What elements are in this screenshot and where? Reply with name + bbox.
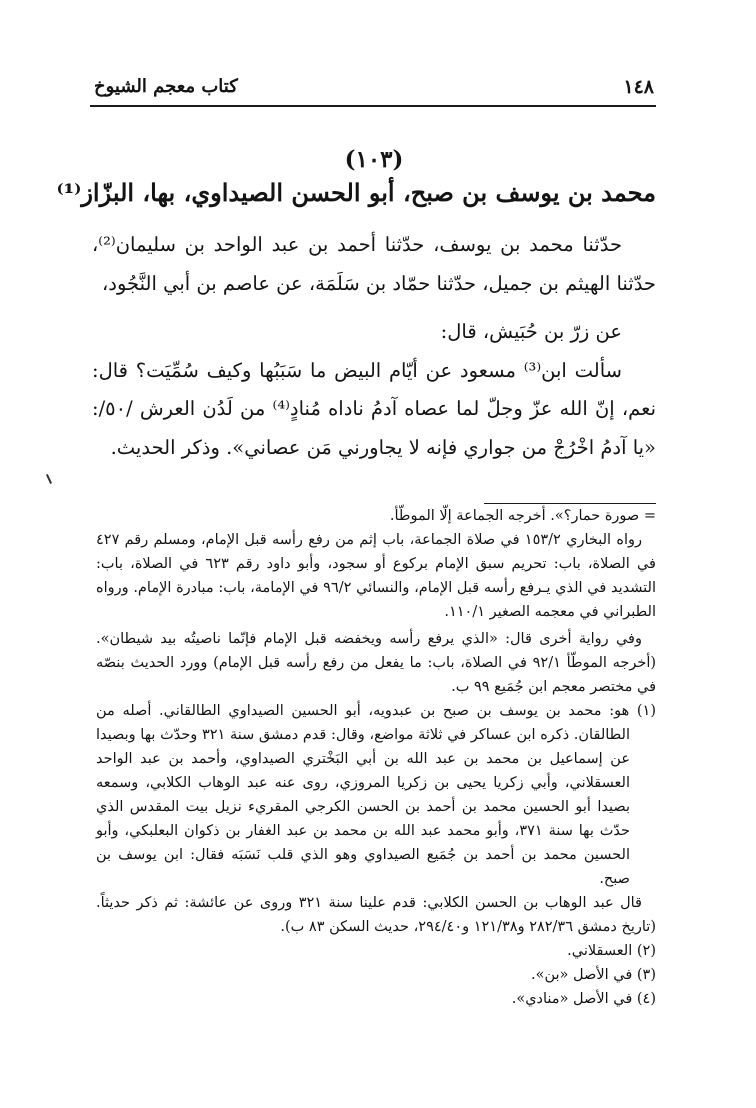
header-rule (90, 105, 656, 107)
isnad-continuation: عن زرّ بن حُبَيش، قال: (440, 320, 622, 343)
main-text (92, 226, 656, 467)
footnote-continuation-sources: رواه البخاري ١٥٣/٢ في صلاة الجماعة، باب إثم من رفع رأسه قبل الإمام، ومسلم رقم ٤٢٧ في الصلاة، باب: تحريم سبق الإمام بركوع أو سجود، وأبو داود رقم ٦٢٣ في الصلاة، باب: التشديد في الذي يـرفع رأسه قبل الإمام، والنسائي ٩٦/٢ في الإمامة، باب: مبادرة الإمام. ورواه الطبراني في معجمه الصغير ١١٠/١. (96, 532, 656, 620)
page-number: ١٤٨ (623, 76, 654, 98)
isnad-paragraph: حدّثنا محمد بن يوسف، حدّثنا أحمد بن عبد الواحد بن سليمان⁽²⁾، حدّثنا الهيثم بن جميل، حدّثنا حمّاد بن سَلَمَة، عن عاصم بن أبي النَّجُود، (92, 233, 656, 295)
footnote-3: (٣) في الأصل «بن». (531, 967, 656, 983)
footnote-2: (٢) العسقلاني. (567, 943, 656, 959)
running-head (94, 74, 654, 100)
entry-title: محمد بن يوسف بن صبح، أبو الحسن الصيداوي، بها، البزّاز⁽¹⁾ (56, 178, 656, 207)
footnote-1: (١) هو: محمد بن يوسف بن صبح بن عبدويه، أبو الحسين الصيداوي الطالقاني. أصله من الطالقان. ذكره ابن عساكر في ثلاثة مواضع، وقال: قدم دمشق سنة ٣٢١ وحدّث بها وبصيدا عن إسماعيل بن محمد بن عبد الله بن أبي البَخْتري الصيداوي، وأحمد بن عبد الواحد العسقلاني، وأبي زكريا يحيى بن زكريا المروزي، روى عنه عبد الوهاب الكلابي، وسمعه بصيدا أبو الحسين محمد بن أحمد بن الحسن الكرجي المقريء نزيل بيت المقدس الذي حدّث بها سنة ٣٧١، وأبو محمد عبد الله بن محمد بن عبد الغفار بن ذكوان البعلبكي، وأبو الحسين محمد بن أحمد بن جُمَيع الصيداوي وهو الذي قلب نَسَبَه فقال: ابن يوسف بن صبح. (96, 703, 656, 887)
book-title: كتاب معجم الشيوخ (94, 76, 238, 97)
footnote-1-continuation: قال عبد الوهاب بن الحسن الكلابي: قدم علينا سنة ٣٢١ وروى عن عائشة: ثم ذكر حديثاً. (تاريخ دمشق ٢٨٢/٣٦ و١٢١/٣٨ و٢٩٤/٤٠، حديث السكن ٨٣ ب). (96, 895, 656, 935)
stray-mark (46, 474, 52, 484)
footnote-continuation-variant: وفي رواية أخرى قال: «الذي يرفع رأسه ويخفضه قبل الإمام فإنّما ناصيتُه بيد شيطان». (أخرجه الموطّأ ٩٢/١ في الصلاة، باب: ما يفعل من رفع رأسه قبل الإمام) وورد الحديث بنصّه في مختصر معجم ابن جُمَيع ٩٩ ب. (96, 631, 657, 695)
matn-paragraph: سألت ابن⁽³⁾ مسعود عن أيّام البيض ما سَبَبُها وكيف سُمِّيَت؟ قال: نعم، إنّ الله عزّ وجلّ لما عصاه آدمُ ناداه مُنادٍ⁽⁴⁾ من لَدُن العرش /٥٠/: «يا آدمُ اخْرُجْ من جواري فإنه لا يجاورني مَن عصاني». وذكر الحديث. (92, 358, 656, 459)
footnotes (96, 504, 656, 1011)
entry-number: (١٠٣) (344, 146, 404, 173)
footnote-4: (٤) في الأصل «منادي». (511, 991, 656, 1007)
footnote-continuation: = صورة حمار؟». أخرجه الجماعة إلّا الموطّأ. (389, 508, 656, 524)
